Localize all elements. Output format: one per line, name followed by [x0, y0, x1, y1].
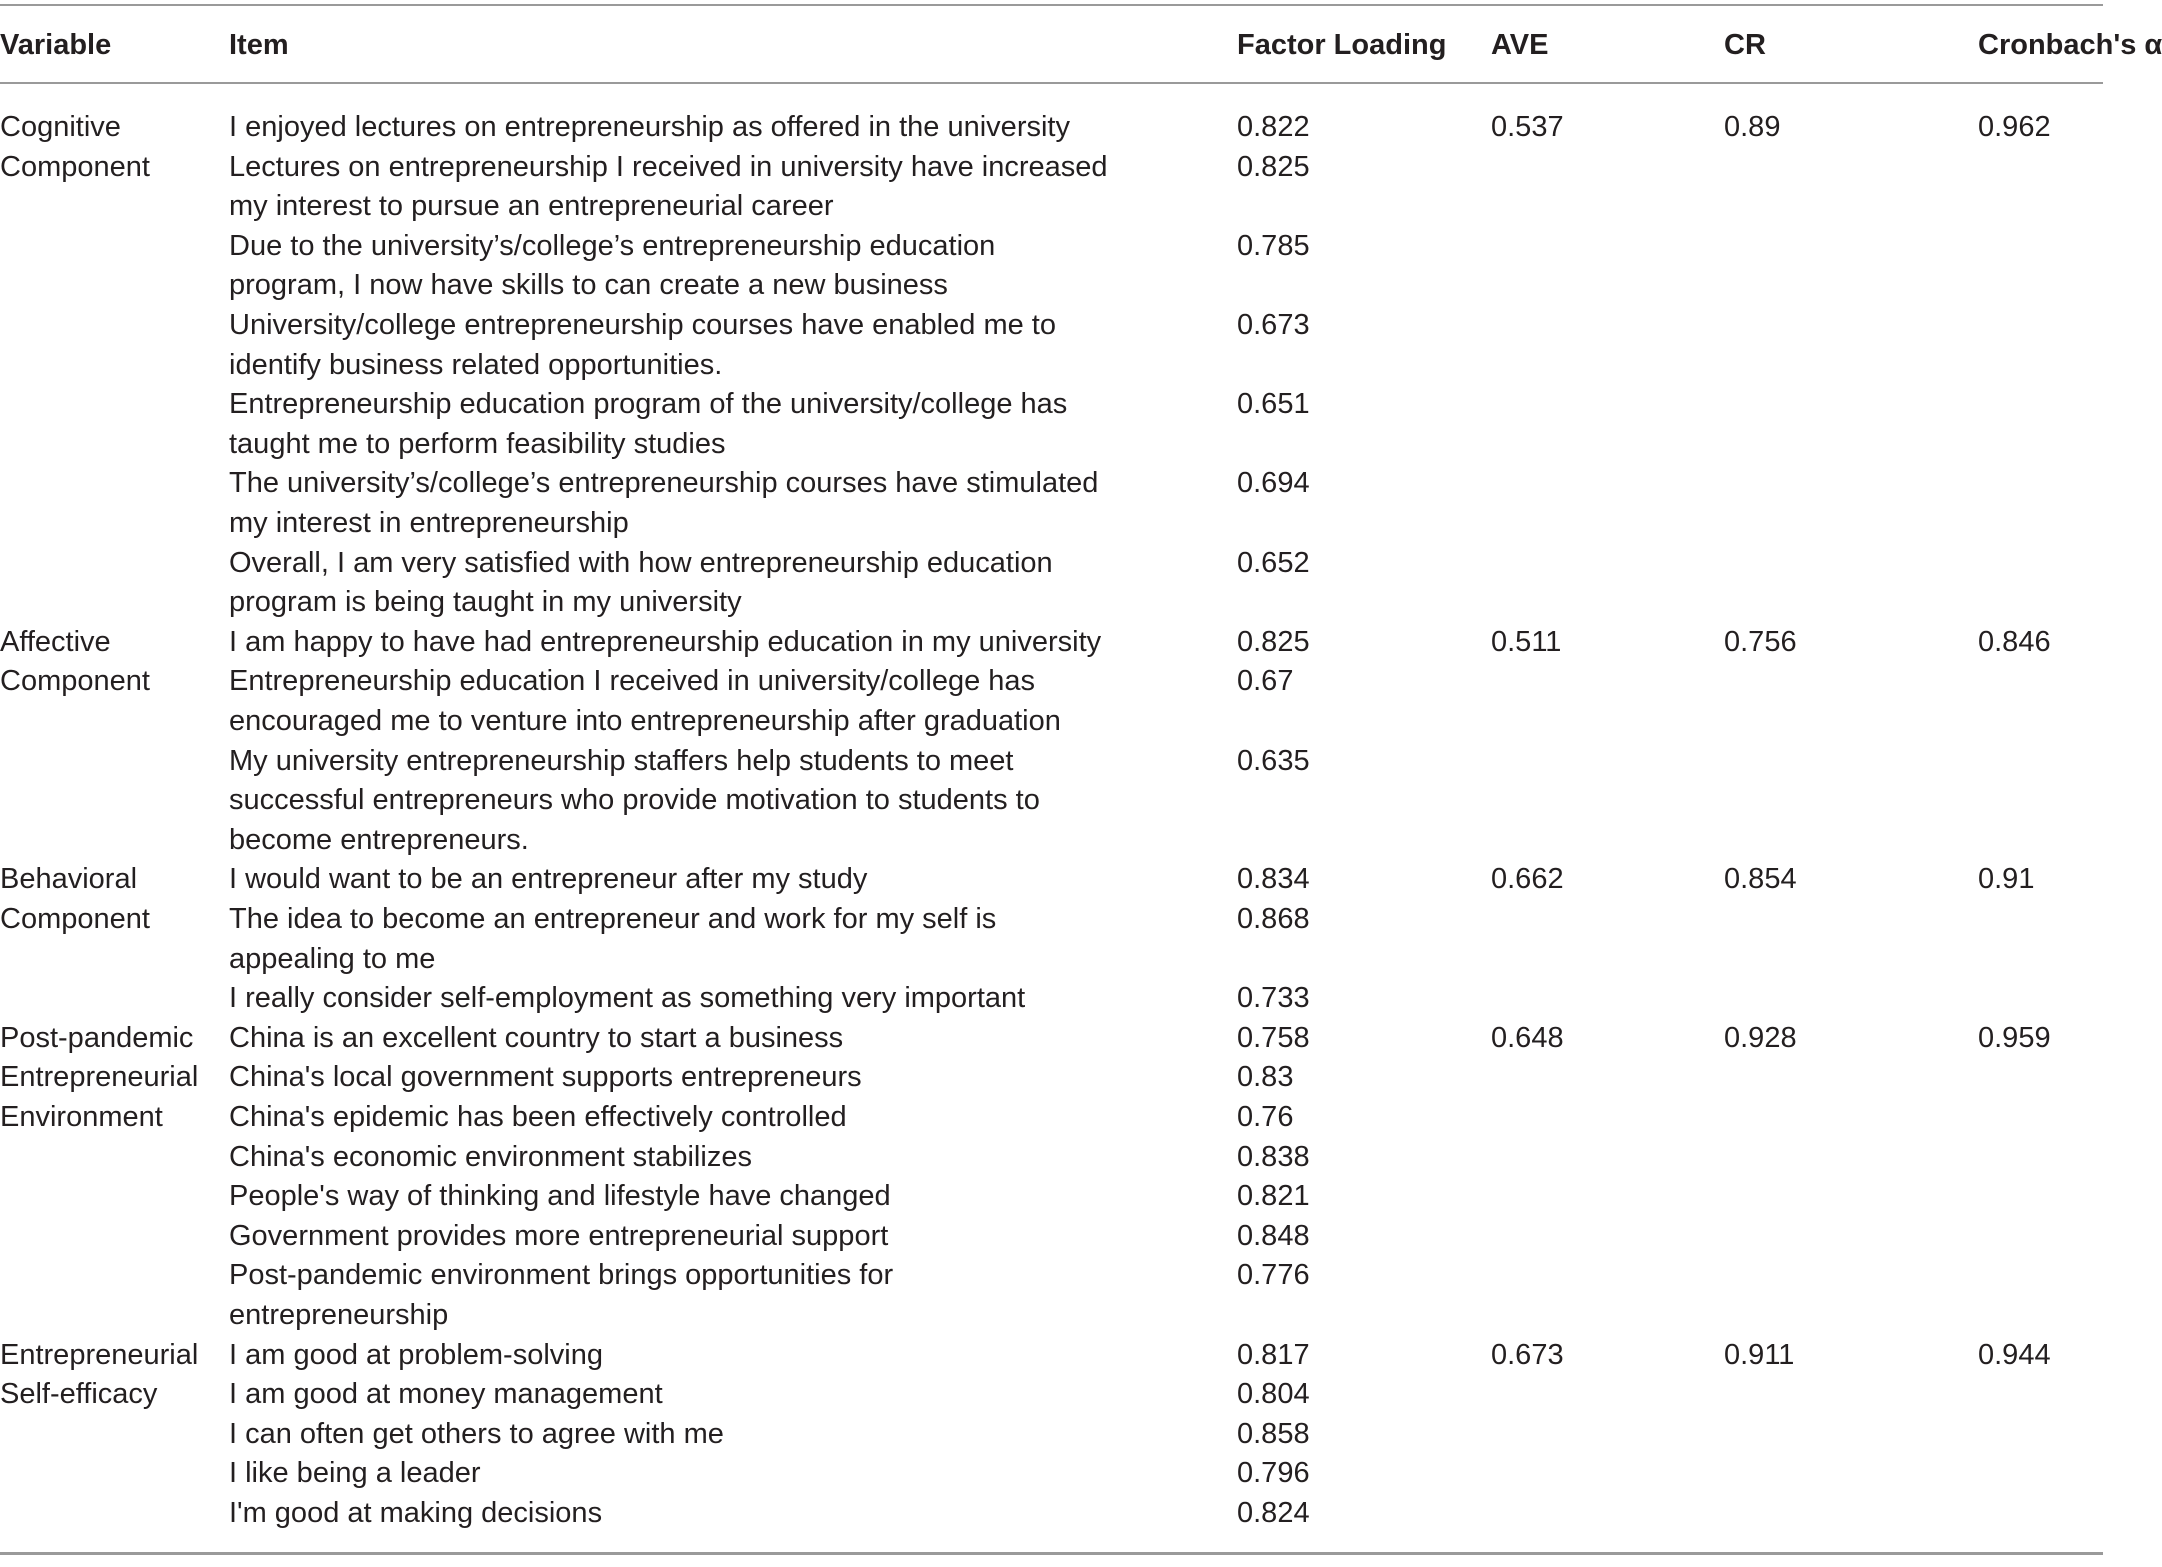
- variable-label: Component: [0, 665, 150, 698]
- item-text: I really consider self-employment as something very important: [229, 982, 1026, 1015]
- item-text: The university’s/college’s entrepreneurship courses have stimulated: [229, 467, 1099, 500]
- item-text: my interest to pursue an entrepreneurial career: [229, 190, 834, 223]
- variable-label: Component: [0, 903, 150, 935]
- item-text: program is being taught in my university: [229, 586, 742, 619]
- item-text: Due to the university’s/college’s entrepreneurship education: [229, 229, 996, 262]
- item-text: Post-pandemic environment brings opportunities for: [229, 1259, 894, 1292]
- item-text: taught me to perform feasibility studies: [229, 427, 726, 460]
- header-divider-rule: [0, 82, 2103, 84]
- item-text: The idea to become an entrepreneur and work for my self is: [229, 903, 997, 935]
- item-text: Entrepreneurship education program of the university/college has: [229, 388, 1068, 421]
- item-text: become entrepreneurs.: [229, 823, 529, 856]
- item-text: identify business related opportunities.: [229, 348, 723, 381]
- item-text: China's local government supports entrepreneurs: [229, 1061, 862, 1094]
- item-text: I am happy to have had entrepreneurship education in my university: [229, 625, 1102, 658]
- variable-label: Behavioral: [0, 863, 138, 896]
- item-text: University/college entrepreneurship courses have enabled me to: [229, 309, 1056, 341]
- item-text: entrepreneurship: [229, 1299, 449, 1331]
- header-variable: Variable: [0, 29, 112, 61]
- variable-label: Component: [0, 150, 150, 183]
- variable-label: Entrepreneurial: [0, 1338, 199, 1371]
- item-text: China is an excellent country to start a business: [229, 1021, 844, 1054]
- item-text: Government provides more entrepreneurial support: [229, 1219, 889, 1252]
- variable-label: Cognitive: [0, 111, 121, 143]
- variable-label: Affective: [0, 625, 111, 658]
- variable-label: Post-pandemic: [0, 1021, 194, 1054]
- item-text: Lectures on entrepreneurship I received in university have increased: [229, 150, 1108, 183]
- item-text: Entrepreneurship education I received in university/college has: [229, 665, 1036, 698]
- item-text: my interest in entrepreneurship: [229, 507, 629, 539]
- item-text: China's economic environment stabilizes: [229, 1140, 752, 1173]
- item-text: program, I now have skills to can create a new business: [229, 269, 948, 302]
- item-text: My university entrepreneurship staffers help students to meet: [229, 744, 1014, 777]
- variable-label: Environment: [0, 1101, 163, 1133]
- table-top-rule: [0, 4, 2103, 6]
- variable-label: Entrepreneurial: [0, 1061, 199, 1094]
- variable-label: Self-efficacy: [0, 1378, 158, 1411]
- item-text: I like being a leader: [229, 1457, 481, 1490]
- item-text: I enjoyed lectures on entrepreneurship as offered in the university: [229, 111, 1070, 143]
- item-text: I'm good at making decisions: [229, 1497, 603, 1529]
- item-text: successful entrepreneurs who provide motivation to students to: [229, 784, 1040, 817]
- item-text: Overall, I am very satisfied with how entrepreneurship education: [229, 546, 1053, 579]
- item-text: I am good at problem-solving: [229, 1338, 603, 1371]
- item-text: appealing to me: [229, 942, 436, 975]
- item-text: I am good at money management: [229, 1378, 663, 1411]
- header-item: Item: [229, 29, 289, 61]
- item-text: People's way of thinking and lifestyle have changed: [229, 1180, 891, 1213]
- item-text: I would want to be an entrepreneur after my study: [229, 863, 868, 896]
- table-bottom-rule: [0, 1552, 2103, 1555]
- item-text: encouraged me to venture into entrepreneurship after graduation: [229, 705, 1061, 737]
- item-text: China's epidemic has been effectively controlled: [229, 1101, 847, 1133]
- item-text: I can often get others to agree with me: [229, 1417, 724, 1450]
